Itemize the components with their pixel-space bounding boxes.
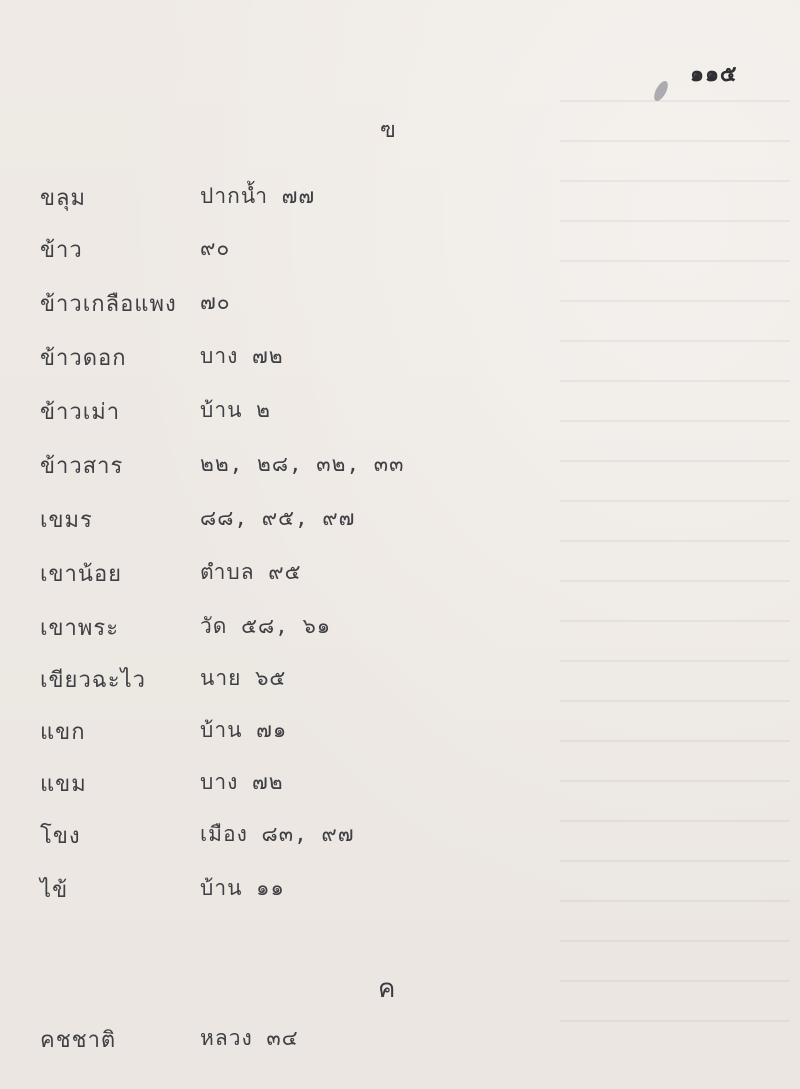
index-entry <box>0 872 800 912</box>
entry-reference: ๗๐ <box>200 290 231 314</box>
entry-reference: หลวง ๓๔ <box>200 1026 299 1050</box>
entry-reference: บ้าน ๒ <box>200 398 271 422</box>
entry-reference: บ้าน ๗๑ <box>200 718 288 742</box>
entry-reference: บาง ๗๒ <box>200 344 284 368</box>
entry-reference: บ้าน ๑๑ <box>200 876 285 900</box>
entry-term: โขง <box>40 824 81 849</box>
entry-term: แขก <box>40 720 86 745</box>
entry-term: คชชาติ <box>40 1028 117 1053</box>
entry-reference: นาย ๖๕ <box>200 666 287 690</box>
index-entry <box>0 556 800 596</box>
index-entry <box>0 180 800 220</box>
index-entry <box>0 286 800 326</box>
section-letter-kho-khwai: ค <box>378 974 396 1004</box>
entry-reference: ๙๐ <box>200 236 231 260</box>
entry-reference: ปากน้ำ ๗๗ <box>200 184 316 208</box>
index-entry <box>0 502 800 542</box>
index-entry <box>0 448 800 488</box>
entry-reference: เมือง ๘๓, ๙๗ <box>200 822 355 846</box>
entry-term: เขียวฉะไว <box>40 668 147 693</box>
entry-term: เขมร <box>40 508 93 533</box>
entry-term: ข้าวเม่า <box>40 400 121 425</box>
index-entry <box>0 714 800 754</box>
entry-term: แขม <box>40 772 87 797</box>
entry-reference: ตำบล ๙๕ <box>200 560 302 584</box>
entry-reference: บาง ๗๒ <box>200 770 284 794</box>
index-entry <box>0 818 800 858</box>
entry-term: ข้าว <box>40 238 83 263</box>
index-entry <box>0 1022 800 1062</box>
entry-term: ข้าวเกลือแพง <box>40 292 177 317</box>
index-entry <box>0 340 800 380</box>
index-entry <box>0 766 800 806</box>
entry-term: ข้าวสาร <box>40 454 124 479</box>
section-letter-kho-khuat: ฃ <box>380 118 396 143</box>
entry-term: เขาพระ <box>40 616 120 641</box>
entry-term: ขลุม <box>40 186 87 211</box>
entry-term: ไข้ <box>40 878 69 903</box>
index-entry <box>0 662 800 702</box>
entry-reference: วัด ๕๘, ๖๑ <box>200 614 332 638</box>
entry-reference: ๒๒, ๒๘, ๓๒, ๓๓ <box>200 452 405 476</box>
index-entry <box>0 232 800 272</box>
entry-reference: ๘๘, ๙๕, ๙๗ <box>200 506 356 530</box>
entry-term: ข้าวดอก <box>40 346 127 371</box>
index-entry <box>0 394 800 434</box>
entry-term: เขาน้อย <box>40 562 123 587</box>
page-number: ๑๑๕ <box>690 62 738 87</box>
index-entry <box>0 610 800 650</box>
